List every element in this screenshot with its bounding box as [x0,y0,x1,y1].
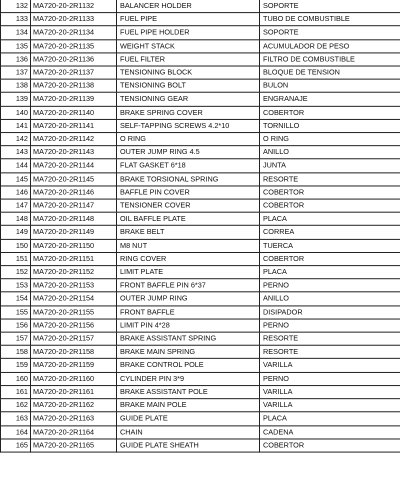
item-number-cell: 150 [1,239,31,252]
item-number-cell: 152 [1,266,31,279]
part-name-cell: BRAKE BELT [117,226,260,239]
table-row [1,159,400,172]
item-number-cell: 160 [1,372,31,385]
part-code-cell: MA720-20-2R1165 [31,439,117,452]
part-code-cell: MA720-20-2R1138 [31,79,117,92]
table-row [1,226,400,239]
item-number-cell: 159 [1,359,31,372]
item-number-cell: 139 [1,93,31,106]
item-number-cell: 157 [1,332,31,345]
table-row [1,79,400,92]
item-number-cell: 137 [1,66,31,79]
table-row [1,319,400,332]
part-name-cell: RING COVER [117,252,260,265]
table-row [1,0,400,13]
table-row [1,306,400,319]
item-number-cell: 158 [1,346,31,359]
part-name-cell: TENSIONER COVER [117,199,260,212]
table-row [1,173,400,186]
part-name-cell: CHAIN [117,425,260,438]
part-name-cell: FLAT GASKET 6*18 [117,159,260,172]
item-number-cell: 133 [1,13,31,26]
part-name-cell: BAFFLE PIN COVER [117,186,260,199]
part-code-cell: MA720-20-2R1164 [31,425,117,438]
part-code-cell: MA720-20-2R1151 [31,252,117,265]
table-row [1,399,400,412]
part-code-cell: MA720-20-2R1142 [31,133,117,146]
item-number-cell: 138 [1,79,31,92]
spanish-name-cell: TORNILLO [260,119,400,132]
part-name-cell: GUIDE PLATE [117,412,260,425]
part-name-cell: SELF-TAPPING SCREWS 4.2*10 [117,119,260,132]
item-number-cell: 154 [1,292,31,305]
part-code-cell: MA720-20-2R1149 [31,226,117,239]
part-name-cell: FUEL PIPE HOLDER [117,26,260,39]
spanish-name-cell: BULON [260,79,400,92]
item-number-cell: 164 [1,425,31,438]
part-code-cell: MA720-20-2R1156 [31,319,117,332]
item-number-cell: 134 [1,26,31,39]
part-code-cell: MA720-20-2R1144 [31,159,117,172]
spanish-name-cell: TUBO DE COMBUSTIBLE [260,13,400,26]
part-name-cell: FRONT BAFFLE PIN 6*37 [117,279,260,292]
item-number-cell: 147 [1,199,31,212]
part-name-cell: TENSIONING BOLT [117,79,260,92]
table-row [1,212,400,225]
table-row [1,26,400,39]
spanish-name-cell: O RING [260,133,400,146]
part-code-cell: MA720-20-2R1141 [31,119,117,132]
spanish-name-cell: PERNO [260,319,400,332]
spanish-name-cell: PERNO [260,372,400,385]
spanish-name-cell: TUERCA [260,239,400,252]
spanish-name-cell: CADENA [260,425,400,438]
spanish-name-cell: COBERTOR [260,252,400,265]
spanish-name-cell: RESORTE [260,332,400,345]
parts-table-body [1,0,400,452]
part-code-cell: MA720-20-2R1160 [31,372,117,385]
item-number-cell: 162 [1,399,31,412]
spanish-name-cell: ANILLO [260,292,400,305]
part-code-cell: MA720-20-2R1163 [31,412,117,425]
part-name-cell: WEIGHT STACK [117,39,260,52]
table-row [1,266,400,279]
part-name-cell: OUTER JUMP RING 4.5 [117,146,260,159]
item-number-cell: 156 [1,319,31,332]
item-number-cell: 135 [1,39,31,52]
item-number-cell: 145 [1,173,31,186]
table-row [1,412,400,425]
part-code-cell: MA720-20-2R1139 [31,93,117,106]
part-name-cell: TENSIONING GEAR [117,93,260,106]
part-name-cell: CYLINDER PIN 3*9 [117,372,260,385]
table-row [1,359,400,372]
spanish-name-cell: JUNTA [260,159,400,172]
spanish-name-cell: COBERTOR [260,106,400,119]
table-row [1,106,400,119]
spanish-name-cell: BLOQUE DE TENSION [260,66,400,79]
spanish-name-cell: PLACA [260,266,400,279]
table-row [1,372,400,385]
table-row [1,66,400,79]
part-code-cell: MA720-20-2R1161 [31,385,117,398]
spanish-name-cell: PLACA [260,412,400,425]
spanish-name-cell: COBERTOR [260,186,400,199]
spanish-name-cell: CORREA [260,226,400,239]
part-code-cell: MA720-20-2R1162 [31,399,117,412]
table-row [1,385,400,398]
table-row [1,93,400,106]
spanish-name-cell: VARILLA [260,385,400,398]
part-name-cell: BRAKE SPRING COVER [117,106,260,119]
spanish-name-cell: RESORTE [260,346,400,359]
part-code-cell: MA720-20-2R1143 [31,146,117,159]
part-name-cell: FUEL FILTER [117,53,260,66]
part-name-cell: OIL BAFFLE PLATE [117,212,260,225]
item-number-cell: 136 [1,53,31,66]
part-code-cell: MA720-20-2R1145 [31,173,117,186]
table-row [1,332,400,345]
part-name-cell: BRAKE MAIN POLE [117,399,260,412]
part-name-cell: LIMIT PLATE [117,266,260,279]
part-code-cell: MA720-20-2R1133 [31,13,117,26]
part-code-cell: MA720-20-2R1132 [31,0,117,13]
item-number-cell: 132 [1,0,31,13]
spanish-name-cell: DISIPADOR [260,306,400,319]
table-row [1,292,400,305]
item-number-cell: 142 [1,133,31,146]
table-row [1,39,400,52]
part-name-cell: M8 NUT [117,239,260,252]
spanish-name-cell: FILTRO DE COMBUSTIBLE [260,53,400,66]
item-number-cell: 148 [1,212,31,225]
part-code-cell: MA720-20-2R1136 [31,53,117,66]
part-code-cell: MA720-20-2R1158 [31,346,117,359]
table-row [1,425,400,438]
part-name-cell: BRAKE CONTROL POLE [117,359,260,372]
table-row [1,199,400,212]
table-row [1,239,400,252]
table-row [1,53,400,66]
part-code-cell: MA720-20-2R1137 [31,66,117,79]
table-row [1,146,400,159]
part-name-cell: FRONT BAFFLE [117,306,260,319]
part-code-cell: MA720-20-2R1140 [31,106,117,119]
spanish-name-cell: ACUMULADOR DE PESO [260,39,400,52]
part-name-cell: OUTER JUMP RING [117,292,260,305]
part-name-cell: TENSIONING BLOCK [117,66,260,79]
part-name-cell: GUIDE PLATE SHEATH [117,439,260,452]
part-code-cell: MA720-20-2R1147 [31,199,117,212]
spanish-name-cell: VARILLA [260,359,400,372]
spanish-name-cell: COBERTOR [260,439,400,452]
table-row [1,119,400,132]
spanish-name-cell: VARILLA [260,399,400,412]
spanish-name-cell: RESORTE [260,173,400,186]
spanish-name-cell: PERNO [260,279,400,292]
table-row [1,439,400,452]
part-code-cell: MA720-20-2R1155 [31,306,117,319]
spanish-name-cell: SOPORTE [260,0,400,13]
item-number-cell: 146 [1,186,31,199]
spanish-name-cell: SOPORTE [260,26,400,39]
table-row [1,133,400,146]
part-name-cell: BALANCER HOLDER [117,0,260,13]
part-code-cell: MA720-20-2R1153 [31,279,117,292]
item-number-cell: 165 [1,439,31,452]
part-code-cell: MA720-20-2R1146 [31,186,117,199]
item-number-cell: 155 [1,306,31,319]
part-code-cell: MA720-20-2R1148 [31,212,117,225]
part-code-cell: MA720-20-2R1150 [31,239,117,252]
table-row [1,186,400,199]
item-number-cell: 143 [1,146,31,159]
part-code-cell: MA720-20-2R1159 [31,359,117,372]
table-row [1,346,400,359]
item-number-cell: 153 [1,279,31,292]
item-number-cell: 151 [1,252,31,265]
spanish-name-cell: ENGRANAJE [260,93,400,106]
spanish-name-cell: COBERTOR [260,199,400,212]
part-code-cell: MA720-20-2R1154 [31,292,117,305]
part-code-cell: MA720-20-2R1134 [31,26,117,39]
part-name-cell: BRAKE MAIN SPRING [117,346,260,359]
item-number-cell: 163 [1,412,31,425]
part-code-cell: MA720-20-2R1135 [31,39,117,52]
part-name-cell: O RING [117,133,260,146]
item-number-cell: 149 [1,226,31,239]
part-name-cell: FUEL PIPE [117,13,260,26]
table-row [1,252,400,265]
item-number-cell: 161 [1,385,31,398]
part-code-cell: MA720-20-2R1152 [31,266,117,279]
part-code-cell: MA720-20-2R1157 [31,332,117,345]
part-name-cell: BRAKE TORSIONAL SPRING [117,173,260,186]
part-name-cell: LIMIT PIN 4*28 [117,319,260,332]
part-name-cell: BRAKE ASSISTANT SPRING [117,332,260,345]
table-row [1,13,400,26]
item-number-cell: 140 [1,106,31,119]
part-name-cell: BRAKE ASSISTANT POLE [117,385,260,398]
spanish-name-cell: PLACA [260,212,400,225]
spanish-name-cell: ANILLO [260,146,400,159]
item-number-cell: 144 [1,159,31,172]
item-number-cell: 141 [1,119,31,132]
table-row [1,279,400,292]
